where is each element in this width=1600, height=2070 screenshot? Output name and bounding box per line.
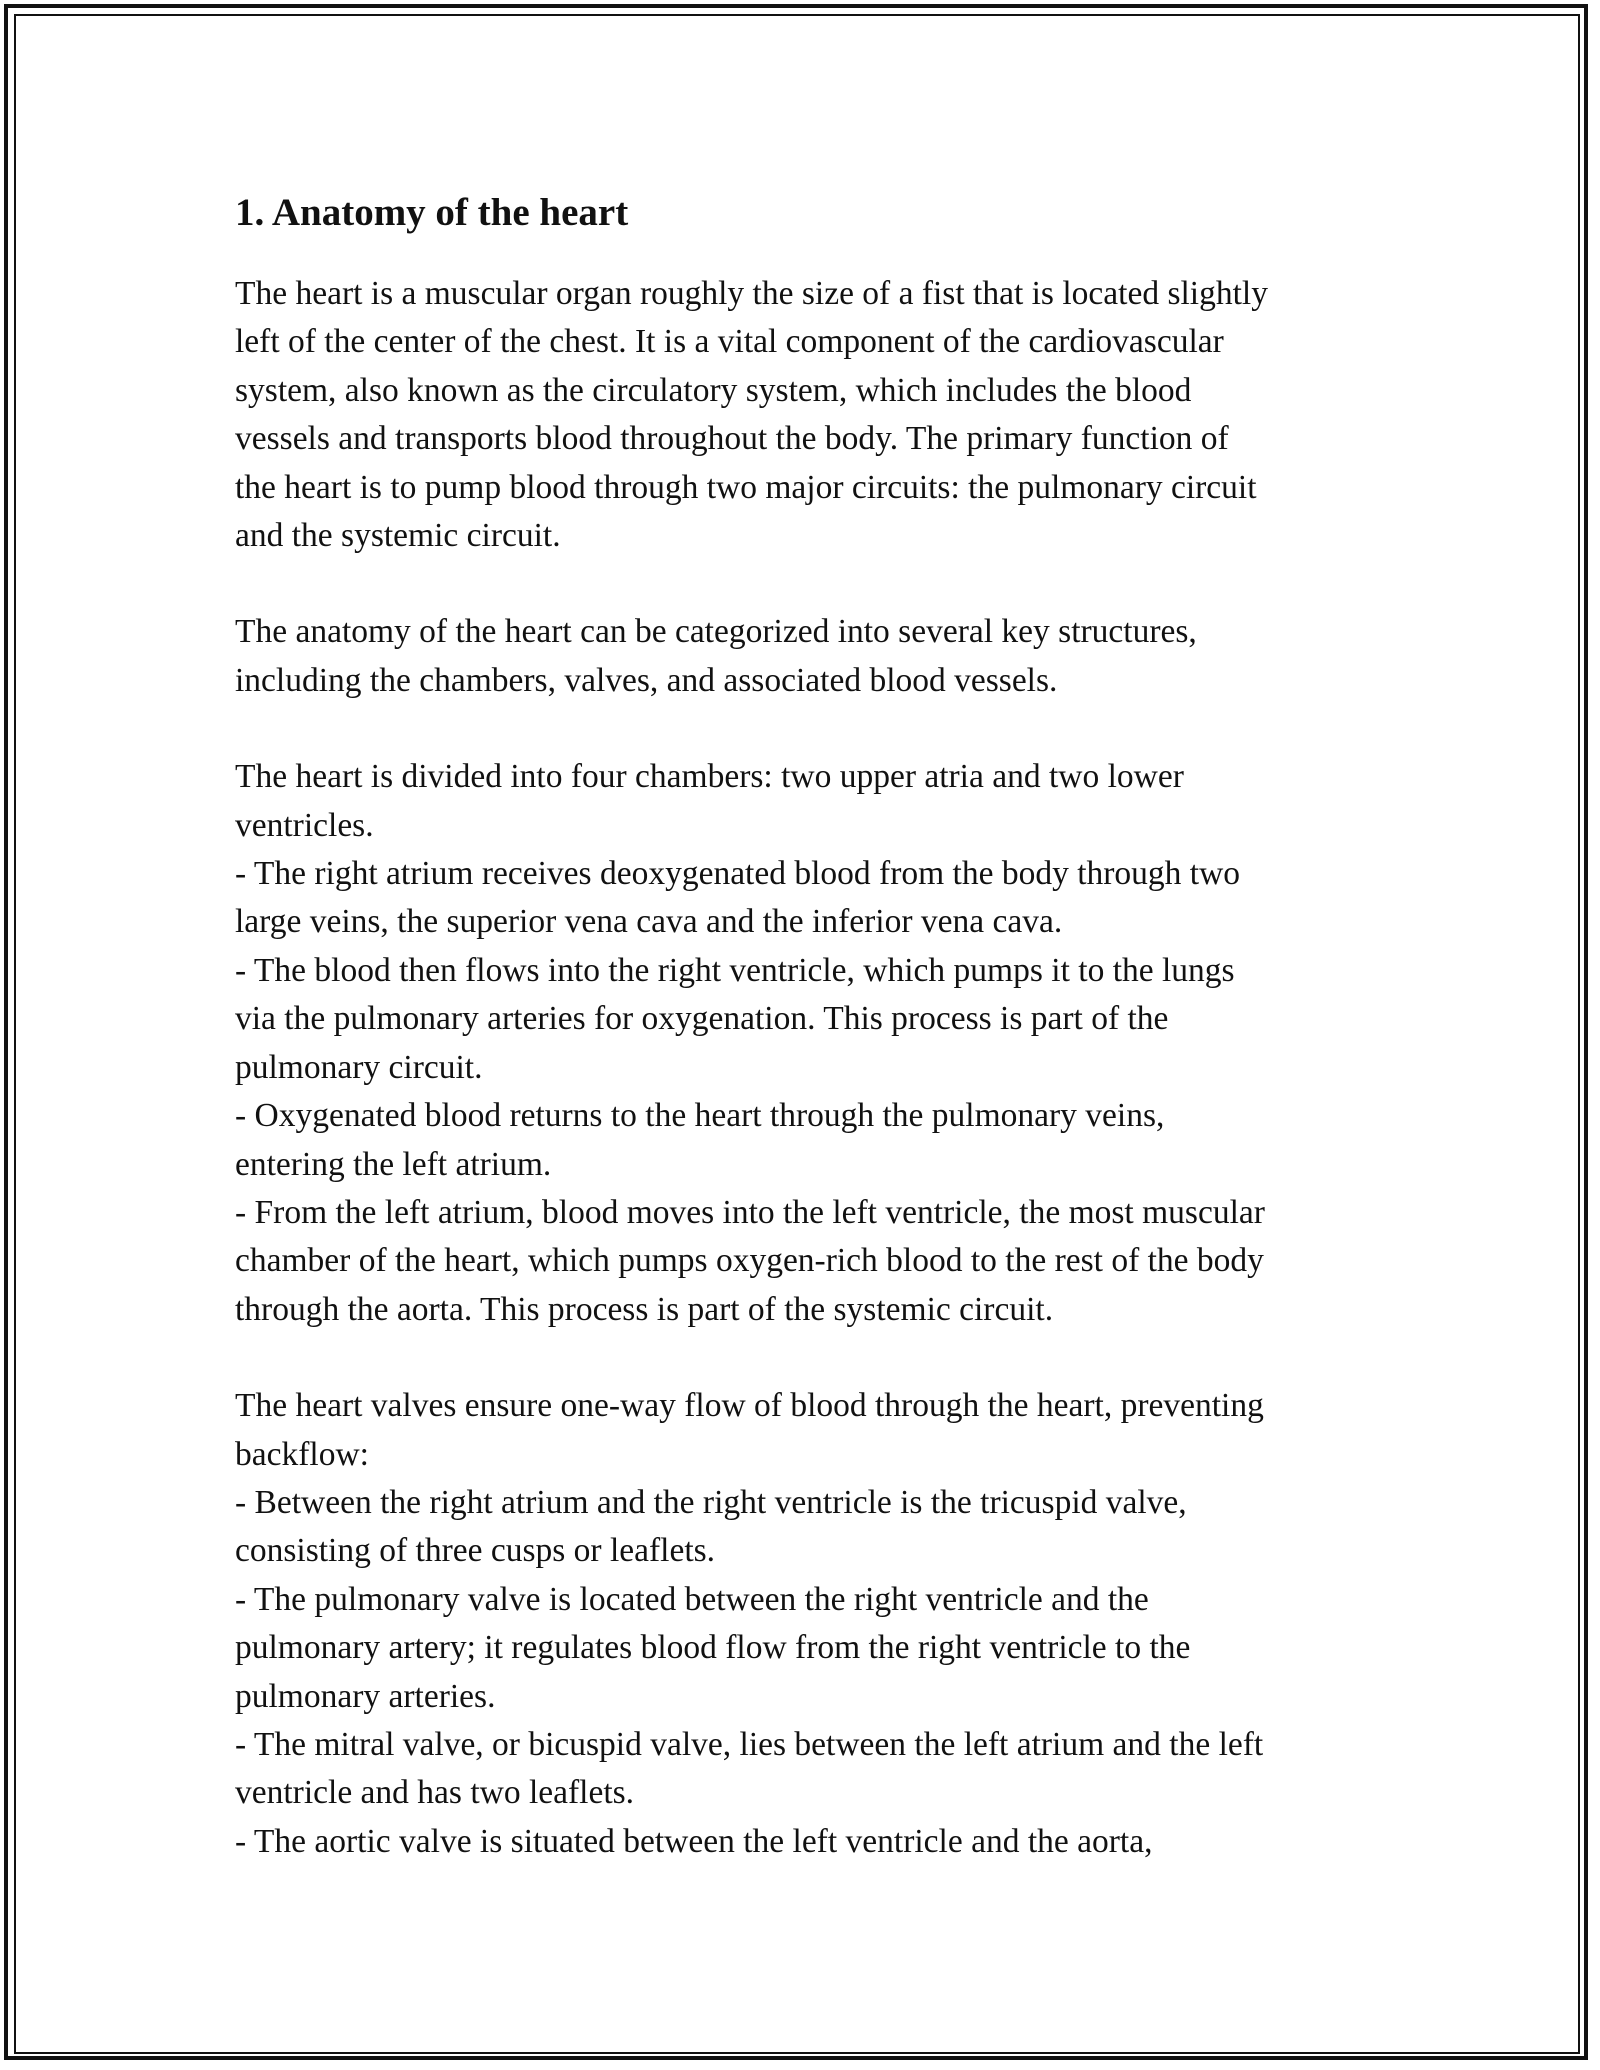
text-line: - Between the right atrium and the right ventricle is the tricuspid valve, <box>235 1483 1187 1521</box>
text-line: The heart is a muscular organ roughly the size of a fist that is located slightly <box>235 275 1268 312</box>
text-line: large veins, the superior vena cava and the inferior vena cava. <box>235 903 1063 941</box>
text-line: The anatomy of the heart can be categorized into several key structures, <box>235 613 1197 651</box>
text-line: The heart is divided into four chambers: two upper atria and two lower <box>235 758 1184 796</box>
text-line: the heart is to pump blood through two major circuits: the pulmonary circuit <box>235 468 1257 506</box>
text-line: ventricles. <box>235 806 374 844</box>
text-line: - Oxygenated blood returns to the heart through the pulmonary veins, <box>235 1097 1165 1135</box>
document-body <box>235 188 1395 1914</box>
text-line: pulmonary arteries. <box>235 1677 496 1715</box>
text-line: consisting of three cusps or leaflets. <box>235 1532 716 1570</box>
text-line: via the pulmonary arteries for oxygenation. This process is part of the <box>235 1000 1169 1038</box>
text-line: - The blood then flows into the right ventricle, which pumps it to the lungs <box>235 951 1235 989</box>
paragraph-structures <box>235 608 1395 705</box>
section-title: 1. Anatomy of the heart <box>235 191 629 234</box>
text-line: pulmonary artery; it regulates blood flow from the right ventricle to the <box>235 1629 1191 1667</box>
text-line: The heart valves ensure one-way flow of blood through the heart, preventing <box>235 1387 1264 1425</box>
text-line: pulmonary circuit. <box>235 1048 483 1086</box>
text-line: backflow: <box>235 1435 369 1473</box>
text-line: system, also known as the circulatory system, which includes the blood <box>235 371 1192 409</box>
text-line: - From the left atrium, blood moves into the left ventricle, the most muscular <box>235 1193 1265 1231</box>
text-line: chamber of the heart, which pumps oxygen-rich blood to the rest of the body <box>235 1242 1264 1280</box>
paragraph-valves <box>235 1382 1395 1866</box>
paragraph-chambers <box>235 753 1395 1334</box>
text-line: left of the center of the chest. It is a vital component of the cardiovascular <box>235 323 1224 361</box>
text-line: through the aorta. This process is part of the systemic circuit. <box>235 1290 1054 1328</box>
paragraph-intro <box>235 270 1395 560</box>
text-line: entering the left atrium. <box>235 1145 552 1183</box>
text-line: and the systemic circuit. <box>235 517 561 555</box>
text-line: - The pulmonary valve is located between the right ventricle and the <box>235 1580 1149 1618</box>
text-line: including the chambers, valves, and associated blood vessels. <box>235 661 1058 699</box>
text-line: - The mitral valve, or bicuspid valve, lies between the left atrium and the left <box>235 1725 1264 1763</box>
text-line: ventricle and has two leaflets. <box>235 1774 635 1812</box>
text-line: - The aortic valve is situated between the left ventricle and the aorta, <box>235 1822 1153 1860</box>
text-line: - The right atrium receives deoxygenated blood from the body through two <box>235 855 1241 893</box>
text-line: vessels and transports blood throughout the body. The primary function of <box>235 420 1229 458</box>
